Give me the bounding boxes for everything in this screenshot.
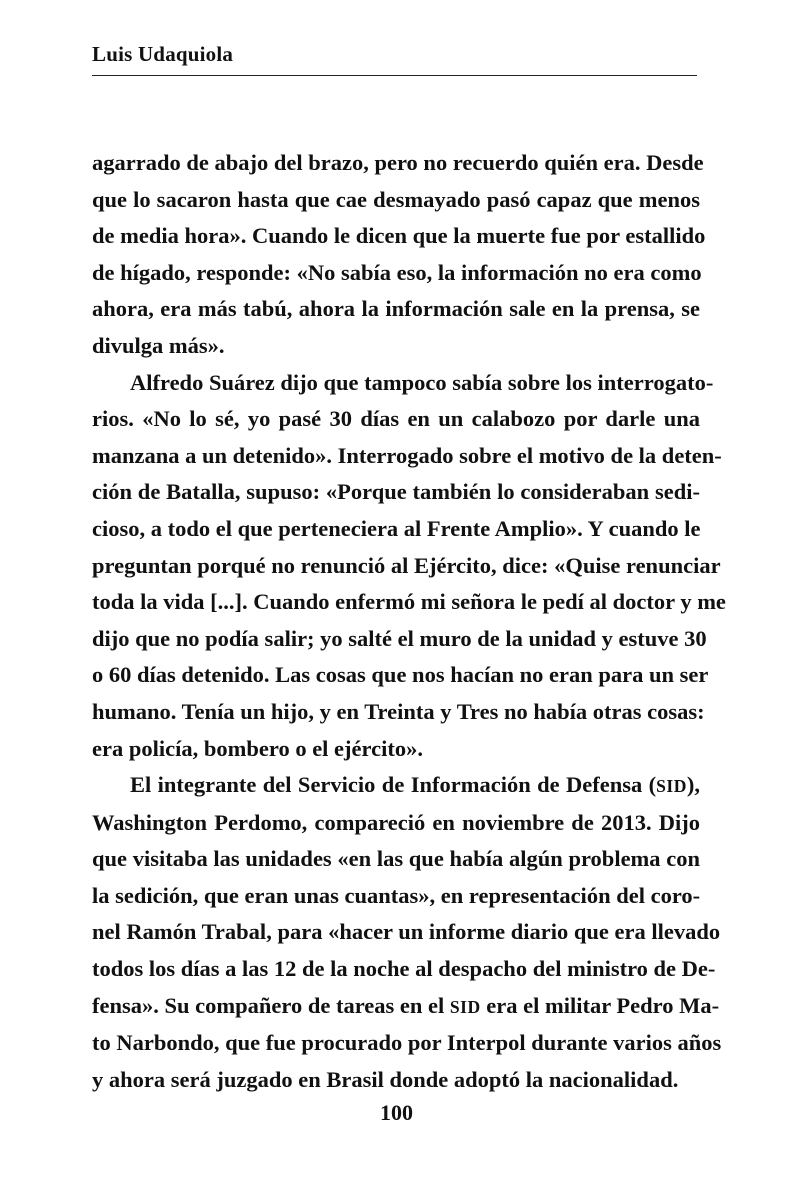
header-rule [92,75,697,76]
text-line: todos los días a las 12 de la noche al despacho del ministro de De- [92,956,716,982]
text-line: to Narbondo, que fue procurado por Interpol durante varios años [92,1030,722,1056]
text-line: manzana a un detenido». Interrogado sobre el motivo de la deten- [92,442,722,468]
text-line: El integrante del Servicio de Información de Defensa (SID), [130,772,700,798]
text-line: toda la vida [...]. Cuando enfermó mi señora le pedí al doctor y me [92,589,726,615]
text-line: que lo sacaron hasta que cae desmayado pasó capaz que menos [92,186,700,212]
text-line: fensa». Su compañero de tareas en el SID era el militar Pedro Ma- [92,992,720,1018]
text-line: ción de Batalla, supuso: «Porque también lo consideraban sedi- [92,479,700,505]
text-line: que visitaba las unidades «en las que había algún problema con [92,846,700,872]
text-line: era policía, bombero o el ejército». [92,735,423,761]
paragraph-3 [92,767,722,1098]
running-header-author: Luis Udaquiola [92,42,234,66]
paragraph-2 [92,365,726,768]
text-line: humano. Tenía un hijo, y en Treinta y Tres no había otras cosas: [92,698,705,724]
text-line: nel Ramón Trabal, para «hacer un informe diario que era llevado [92,919,721,945]
text-line: Alfredo Suárez dijo que tampoco sabía sobre los interrogato- [130,369,714,395]
text-line: de hígado, responde: «No sabía eso, la información no era como [92,259,702,285]
text-line: preguntan porqué no renunció al Ejército, dice: «Quise renunciar [92,552,721,578]
paragraph-1 [92,145,706,365]
body-text [92,145,726,1098]
text-line: ahora, era más tabú, ahora la información sale en la prensa, se [92,296,700,322]
text-line: o 60 días detenido. Las cosas que nos hacían no eran para un ser [92,662,709,688]
text-line: y ahora será juzgado en Brasil donde adoptó la nacionalidad. [92,1066,679,1092]
text-line: agarrado de abajo del brazo, pero no recuerdo quién era. Desde [92,150,704,175]
acronym-sid: SID [656,776,687,797]
text-line: dijo que no podía salir; yo salté el muro de la unidad y estuve 30 [92,625,707,651]
page-number: 100 [380,1100,413,1125]
text-line: divulga más». [92,332,225,358]
text-line: de media hora». Cuando le dicen que la muerte fue por estallido [92,223,706,249]
text-line: la sedición, que eran unas cuantas», en representación del coro- [92,882,701,908]
text-line: cioso, a todo el que perteneciera al Frente Amplio». Y cuando le [92,515,701,541]
acronym-sid: SID [449,996,481,1017]
text-line: rios. «No lo sé, yo pasé 30 días en un calabozo por darle una [92,406,700,432]
text-line: Washington Perdomo, compareció en noviembre de 2013. Dijo [92,809,700,835]
